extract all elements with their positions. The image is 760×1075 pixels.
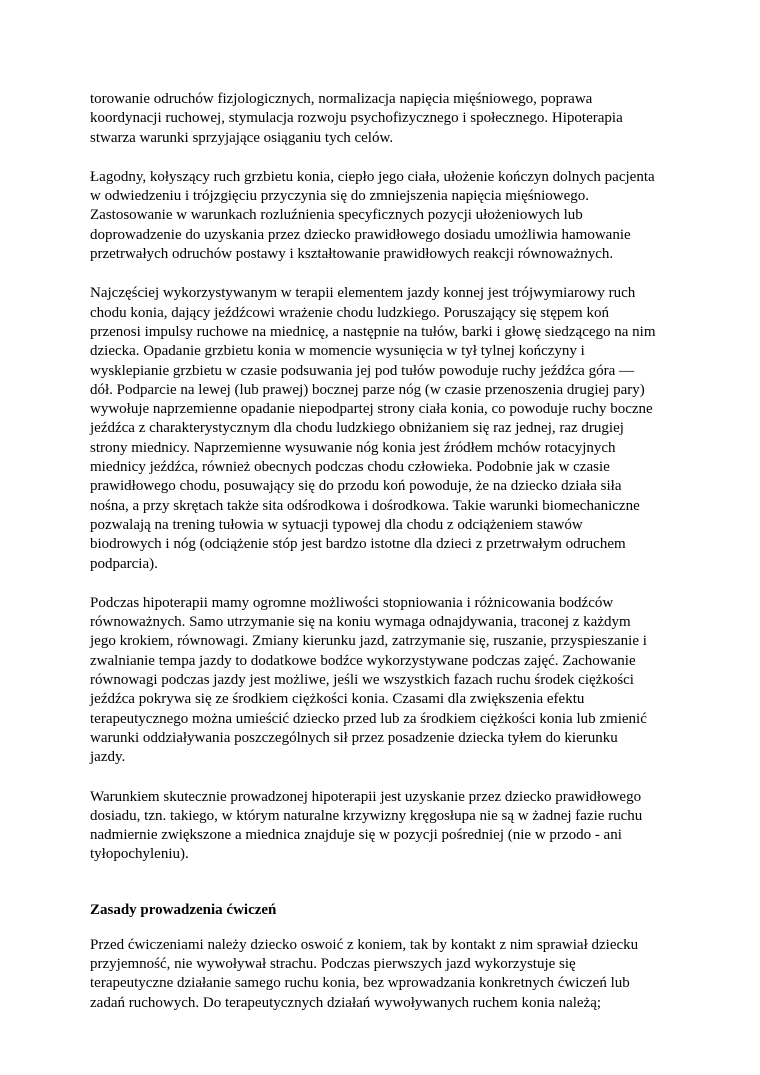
text-line: doprowadzenie do uzyskania przez dziecko prawidłowego dosiadu umożliwia hamowanie (90, 226, 631, 243)
text-line: warunki oddziaływania poszczególnych sił przez posadzenie dziecka tyłem do kierunku (90, 729, 618, 746)
text-line: Zastosowanie w warunkach rozluźnienia specyficznych pozycji ułożeniowych lub (90, 207, 583, 224)
text-line: jeźdźca pokrywa się ze środkiem ciężkości konia. Czasami dla zwiększenia efektu (90, 691, 585, 708)
text-line: strony miednicy. Naprzemienne wysuwanie nóg konia jest źródłem mchów rotacyjnych (90, 439, 616, 456)
text-line: dół. Podparcie na lewej (lub prawej) bocznej parze nóg (w czasie przenoszenia drugiej pary) (90, 381, 645, 398)
text-line: prawidłowego chodu, posuwający się do przodu koń powoduje, że na dziecko działa siła (90, 478, 622, 495)
text-line: miednicy jeźdźca, również obecnych podczas chodu człowieka. Podobnie jak w czasie (90, 459, 610, 476)
text-line: zadań ruchowych. Do terapeutycznych działań wywoływanych ruchem konia należą; (90, 994, 602, 1011)
paragraph-2 (90, 168, 680, 264)
text-line: wysklepianie grzbietu w czasie podsuwania jej pod tułów powoduje ruchy jeźdźca góra — (90, 362, 634, 379)
text-line: jego krokiem, równowagi. Zmiany kierunku jazd, zatrzymanie się, ruszanie, przyspieszanie i (90, 633, 647, 650)
section-heading: Zasady prowadzenia ćwiczeń (90, 901, 277, 918)
text-line: Przed ćwiczeniami należy dziecko oswoić z koniem, tak by kontakt z nim sprawiał dziecku (90, 936, 639, 953)
text-line: przenosi impulsy ruchowe na miednicę, a następnie na tułów, barki i głowę siedzącego na nim (90, 323, 656, 340)
text-line: dziecka. Opadanie grzbietu konia w momencie wysunięcia w tył tylnej kończyny i (90, 343, 585, 360)
text-line: jeźdźca z charakterystycznym dla chodu ludzkiego obniżaniem się raz jednej, raz drugiej (90, 420, 624, 437)
document-page (90, 90, 680, 1033)
text-line: Najczęściej wykorzystywanym w terapii elementem jazdy konnej jest trójwymiarowy ruch (90, 285, 636, 302)
text-line: Podczas hipoterapii mamy ogromne możliwości stopniowania i różnicowania bodźców (90, 594, 614, 611)
text-line: pozwalają na trening tułowia w sytuacji typowej dla chodu z odciążeniem stawów (90, 516, 583, 533)
text-line: tyłopochyleniu). (90, 846, 189, 863)
text-line: dosiadu, tzn. takiego, w którym naturalne krzywizny kręgosłupa nie są w żadnej fazie ruchu (90, 807, 643, 824)
paragraph-4 (90, 594, 680, 768)
paragraph-1 (90, 90, 680, 148)
text-line: nośna, a przy skrętach także sita odśrodkowa i dośrodkowa. Takie warunki biomechaniczne (90, 497, 640, 514)
text-line: chodu konia, dający jeźdźcowi wrażenie chodu ludzkiego. Poruszający się stępem koń (90, 304, 609, 321)
text-line: biodrowych i nóg (odciążenie stóp jest bardzo istotne dla dzieci z przetrwałym odruchem (90, 536, 626, 553)
text-line: Łagodny, kołyszący ruch grzbietu konia, ciepło jego ciała, ułożenie kończyn dolnych pacjenta (90, 168, 655, 185)
text-line: przyjemność, nie wywoływał strachu. Podczas pierwszych jazd wykorzystuje się (90, 955, 576, 972)
text-line: zwalnianie tempa jazdy to dodatkowe bodźce wykorzystywane podczas zajęć. Zachowanie (90, 652, 636, 669)
text-line: terapeutycznego można umieścić dziecko przed lub za środkiem ciężkości konia lub zmienić (90, 710, 647, 727)
text-line: jazdy. (90, 749, 126, 766)
text-line: torowanie odruchów fizjologicznych, normalizacja napięcia mięśniowego, poprawa (90, 91, 593, 107)
text-line: nadmiernie zwiększone a miednica znajduje się w pozycji pośredniej (nie w przodo - ani (90, 827, 622, 844)
text-line: podparcia). (90, 555, 158, 572)
text-line: równoważnych. Samo utrzymanie się na koniu wymaga odnajdywania, traconej z każdym (90, 614, 631, 631)
text-line: stwarza warunki sprzyjające osiąganiu tych celów. (90, 129, 394, 146)
text-line: równowagi podczas jazdy jest możliwe, jeśli we wszystkich fazach ruchu środek ciężkości (90, 672, 634, 689)
paragraph-5 (90, 788, 680, 865)
paragraph-6 (90, 936, 680, 1013)
text-line: koordynacji ruchowej, stymulacja rozwoju psychofizycznego i społecznego. Hipoterapia (90, 110, 623, 127)
text-line: przetrwałych odruchów postawy i kształtowanie prawidłowych reakcji równoważnych. (90, 246, 614, 263)
text-line: terapeutyczne działanie samego ruchu konia, bez wprowadzania konkretnych ćwiczeń lub (90, 975, 630, 992)
text-line: w odwiedzeniu i trójzgięciu przyczynia się do zmniejszenia napięcia mięśniowego. (90, 188, 589, 205)
text-line: wywołuje naprzemienne opadanie niepodpartej strony ciała konia, co powoduje ruchy boczne (90, 401, 653, 418)
text-line: Warunkiem skutecznie prowadzonej hipoterapii jest uzyskanie przez dziecko prawidłowego (90, 788, 642, 805)
paragraph-3 (90, 284, 680, 573)
